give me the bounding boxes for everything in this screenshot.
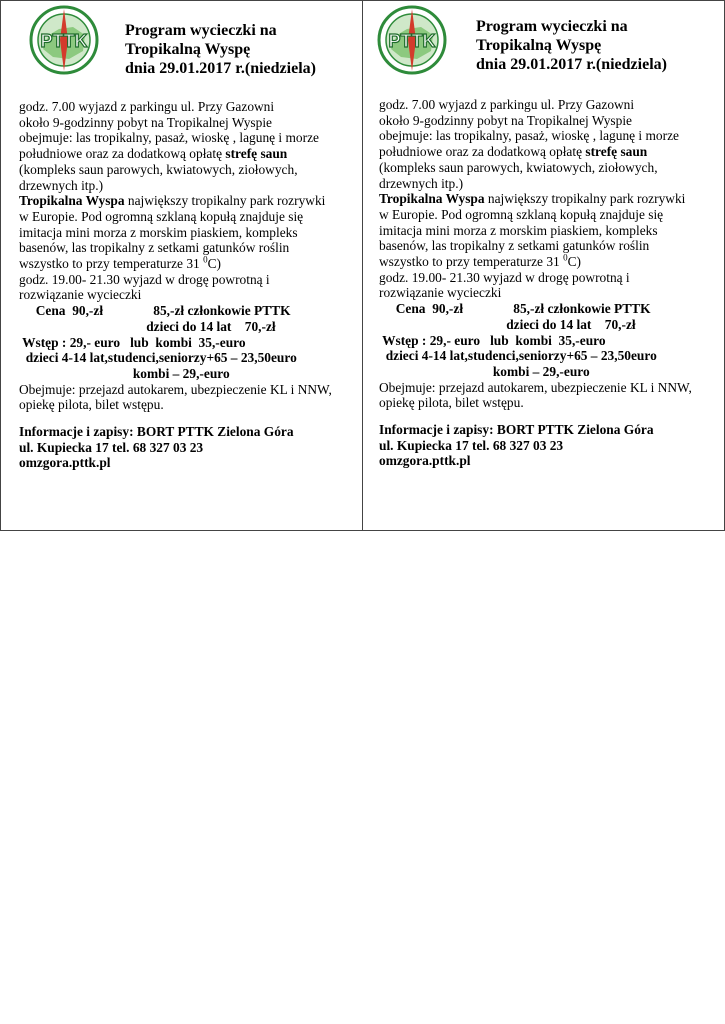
price-children-line: dzieci do 14 lat 70,-zł <box>19 318 276 334</box>
return-line: godz. 19.00- 21.30 wyjazd w drogę powrotną i <box>19 271 270 287</box>
departure-line: godz. 7.00 wyjazd z parkingu ul. Przy Gazowni <box>19 99 275 114</box>
park-line: Tropikalna Wyspa największy tropikalny park rozrywki <box>19 193 326 209</box>
trip-details <box>379 97 719 469</box>
entry-kombi-line: kombi – 29,-euro <box>19 365 230 381</box>
trip-title <box>125 21 316 78</box>
included-line: opiekę pilota, bilet wstępu. <box>19 397 164 413</box>
entry-price-line: Wstęp : 29,- euro lub kombi 35,-euro <box>379 332 606 348</box>
price-children-line: dzieci do 14 lat 70,-zł <box>379 316 636 332</box>
included-line: Obejmuje: przejazd autokarem, ubezpieczenie KL i NNW, <box>19 381 332 397</box>
contact-line: Informacje i zapisy: BORT PTTK Zielona Góra <box>19 424 294 440</box>
sauna-detail-line: (kompleks saun parowych, kwiatowych, ziołowych, <box>379 159 658 175</box>
title-line: dnia 29.01.2017 r.(niedziela) <box>125 60 316 77</box>
sauna-line: południowe oraz za dodatkową opłatę strefę saun <box>379 144 648 160</box>
park-description-line: basenów, las tropikalny z setkami gatunków roślin <box>19 240 290 256</box>
stay-line: około 9-godzinny pobyt na Tropikalnej Wyspie <box>19 114 272 130</box>
leaflet-left <box>1 1 362 530</box>
stay-line: około 9-godzinny pobyt na Tropikalnej Wyspie <box>379 112 632 128</box>
price-line: Cena 90,-zł 85,-zł członkowie PTTK <box>19 303 291 319</box>
park-description-line: imitacja mini morza z morskim piaskiem, kompleks <box>19 224 298 240</box>
logo-text: PTTK <box>388 31 436 51</box>
entry-kombi-line: kombi – 29,-euro <box>379 363 590 379</box>
title-line: Tropikalną Wyspę <box>476 37 602 54</box>
logo-text: PTTK <box>40 31 88 51</box>
title-line: Program wycieczki na <box>476 18 628 35</box>
departure-line: godz. 7.00 wyjazd z parkingu ul. Przy Gazowni <box>379 97 635 112</box>
return-line: rozwiązanie wycieczki <box>379 285 502 301</box>
pttk-logo <box>29 5 99 75</box>
address-line: ul. Kupiecka 17 tel. 68 327 03 23 <box>379 437 564 453</box>
entry-discount-line: dzieci 4-14 lat,studenci,seniorzy+65 – 23,50euro <box>379 348 657 364</box>
address-line: ul. Kupiecka 17 tel. 68 327 03 23 <box>19 439 204 455</box>
return-line: godz. 19.00- 21.30 wyjazd w drogę powrotną i <box>379 269 630 285</box>
sauna-detail-line: (kompleks saun parowych, kwiatowych, ziołowych, <box>19 161 298 177</box>
park-description-line: w Europie. Pod ogromną szklaną kopułą znajduje się <box>379 206 664 222</box>
pttk-logo <box>377 5 447 75</box>
price-line: Cena 90,-zł 85,-zł członkowie PTTK <box>379 301 651 317</box>
trip-title <box>476 17 667 74</box>
leaflet-right <box>363 1 724 530</box>
park-description-line: imitacja mini morza z morskim piaskiem, kompleks <box>379 222 658 238</box>
website-link[interactable]: omzgora.pttk.pl <box>379 453 471 469</box>
included-line: Obejmuje: przejazd autokarem, ubezpieczenie KL i NNW, <box>379 379 692 395</box>
website-link[interactable]: omzgora.pttk.pl <box>19 455 111 471</box>
included-line: opiekę pilota, bilet wstępu. <box>379 395 524 411</box>
title-line: Tropikalną Wyspę <box>125 41 251 58</box>
trip-details <box>19 99 359 471</box>
entry-discount-line: dzieci 4-14 lat,studenci,seniorzy+65 – 23,50euro <box>19 350 297 366</box>
temperature-line: wszystko to przy temperaturze 31 $^0$C) <box>19 254 221 272</box>
includes-line: obejmuje: las tropikalny, pasaż, wioskę , lagunę i morze <box>19 130 319 146</box>
includes-line: obejmuje: las tropikalny, pasaż, wioskę , lagunę i morze <box>379 128 679 144</box>
contact-line: Informacje i zapisy: BORT PTTK Zielona Góra <box>379 422 654 438</box>
park-description-line: w Europie. Pod ogromną szklaną kopułą znajduje się <box>19 208 304 224</box>
sauna-detail-line: drzewnych itp.) <box>379 175 464 191</box>
return-line: rozwiązanie wycieczki <box>19 287 142 303</box>
park-line: Tropikalna Wyspa największy tropikalny park rozrywki <box>379 191 686 207</box>
sauna-line: południowe oraz za dodatkową opłatę strefę saun <box>19 146 288 162</box>
sauna-detail-line: drzewnych itp.) <box>19 177 104 193</box>
entry-price-line: Wstęp : 29,- euro lub kombi 35,-euro <box>19 334 246 350</box>
title-line: Program wycieczki na <box>125 22 277 39</box>
park-description-line: basenów, las tropikalny z setkami gatunków roślin <box>379 238 650 254</box>
title-line: dnia 29.01.2017 r.(niedziela) <box>476 56 667 73</box>
temperature-line: wszystko to przy temperaturze 31 $^0$C) <box>379 252 581 270</box>
